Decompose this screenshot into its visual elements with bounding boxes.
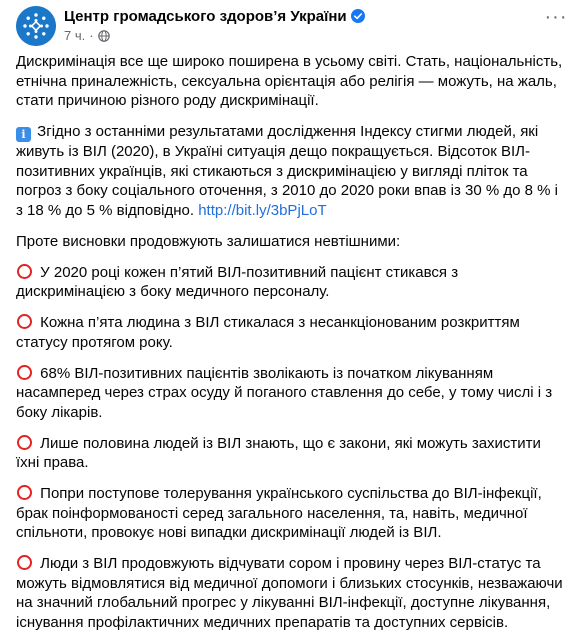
bullet-text: Лише половина людей із ВІЛ знають, що є закони, які можуть захистити їхні права. <box>16 434 541 471</box>
page-name[interactable] <box>64 7 365 26</box>
post-body <box>16 52 564 644</box>
bullet-item <box>16 263 564 302</box>
verified-badge-icon <box>351 9 365 23</box>
bullet-text: 68% ВІЛ-позитивних пацієнтів зволікають із початком лікуванням насамперед через страх осуду й поганого ставлення до себе, у тому числі і з боку лікарів. <box>16 364 553 421</box>
post-timestamp[interactable]: 7 ч. <box>64 28 86 43</box>
information-icon: i <box>16 127 31 142</box>
red-circle-icon <box>17 264 32 279</box>
meta-separator: · <box>89 28 94 43</box>
post-study <box>16 122 564 220</box>
bullet-text: Люди з ВІЛ продовжують відчувати сором і провину через ВІЛ-статус та можуть відмовлятися від медичної допомоги і близьких стосунків, незважаючи на значний глобальний прогрес у лікуванні ВІЛ-інфекції, доступне лікування, існування профілактичних медичних препаратів та доступних сервісів. <box>16 555 563 631</box>
globe-icon[interactable] <box>98 30 110 42</box>
bullet-text: Попри поступове толерування українського суспільства до ВІЛ-інфекції, брак поінформованості серед загального населення, та, навіть, медичної спільноти, провокує нові випадки дискримінації людей із ВІЛ. <box>16 485 542 541</box>
red-circle-icon <box>17 365 32 380</box>
red-circle-icon <box>17 435 32 450</box>
red-circle-icon <box>17 485 32 500</box>
bullet-item <box>16 434 564 473</box>
post-conclusion: Проте висновки продовжують залишатися невтішними: <box>16 232 401 250</box>
post-header <box>16 6 570 46</box>
bullet-item <box>16 484 564 543</box>
study-text: Згідно з останніми результатами дослідження Індексу стигми людей, які живуть із ВІЛ (2020), в Україні ситуація дещо покращується. Відсоток ВІЛ-позитивних українців, які стикаються з дискримінацією у вигляді пліток та погроз з боку соціального оточення, з 2010 до 2020 роки впав із 30 % до 8 % і з 18 % до 5 % відповідно. <box>16 123 558 219</box>
bullet-item <box>16 554 564 632</box>
post-intro: Дискримінація все ще широко поширена в усьому світі. Стать, національність, етнічна приналежність, сексуальна орієнтація або релігія — можуть, на жаль, стати причиною різного роду дискримінації. <box>16 53 563 109</box>
bullet-item <box>16 313 564 352</box>
study-link[interactable]: http://bit.ly/3bPjLoT <box>198 201 327 219</box>
bullet-text: Кожна п’ята людина з ВІЛ стикалася з несанкціонованим розкриттям статусу протягом року. <box>16 314 520 351</box>
red-circle-icon <box>17 314 32 329</box>
page-avatar[interactable] <box>16 6 56 46</box>
organization-logo-icon <box>16 6 56 46</box>
more-options-button[interactable]: ··· <box>544 6 568 28</box>
red-circle-icon <box>17 555 32 570</box>
post-meta <box>64 28 110 44</box>
page-name-text[interactable]: Центр громадського здоров’я України <box>64 8 347 25</box>
bullet-item <box>16 364 564 423</box>
bullet-text: У 2020 році кожен п’ятий ВІЛ-позитивний пацієнт стикався з дискримінацією з боку медичного персоналу. <box>16 263 459 300</box>
